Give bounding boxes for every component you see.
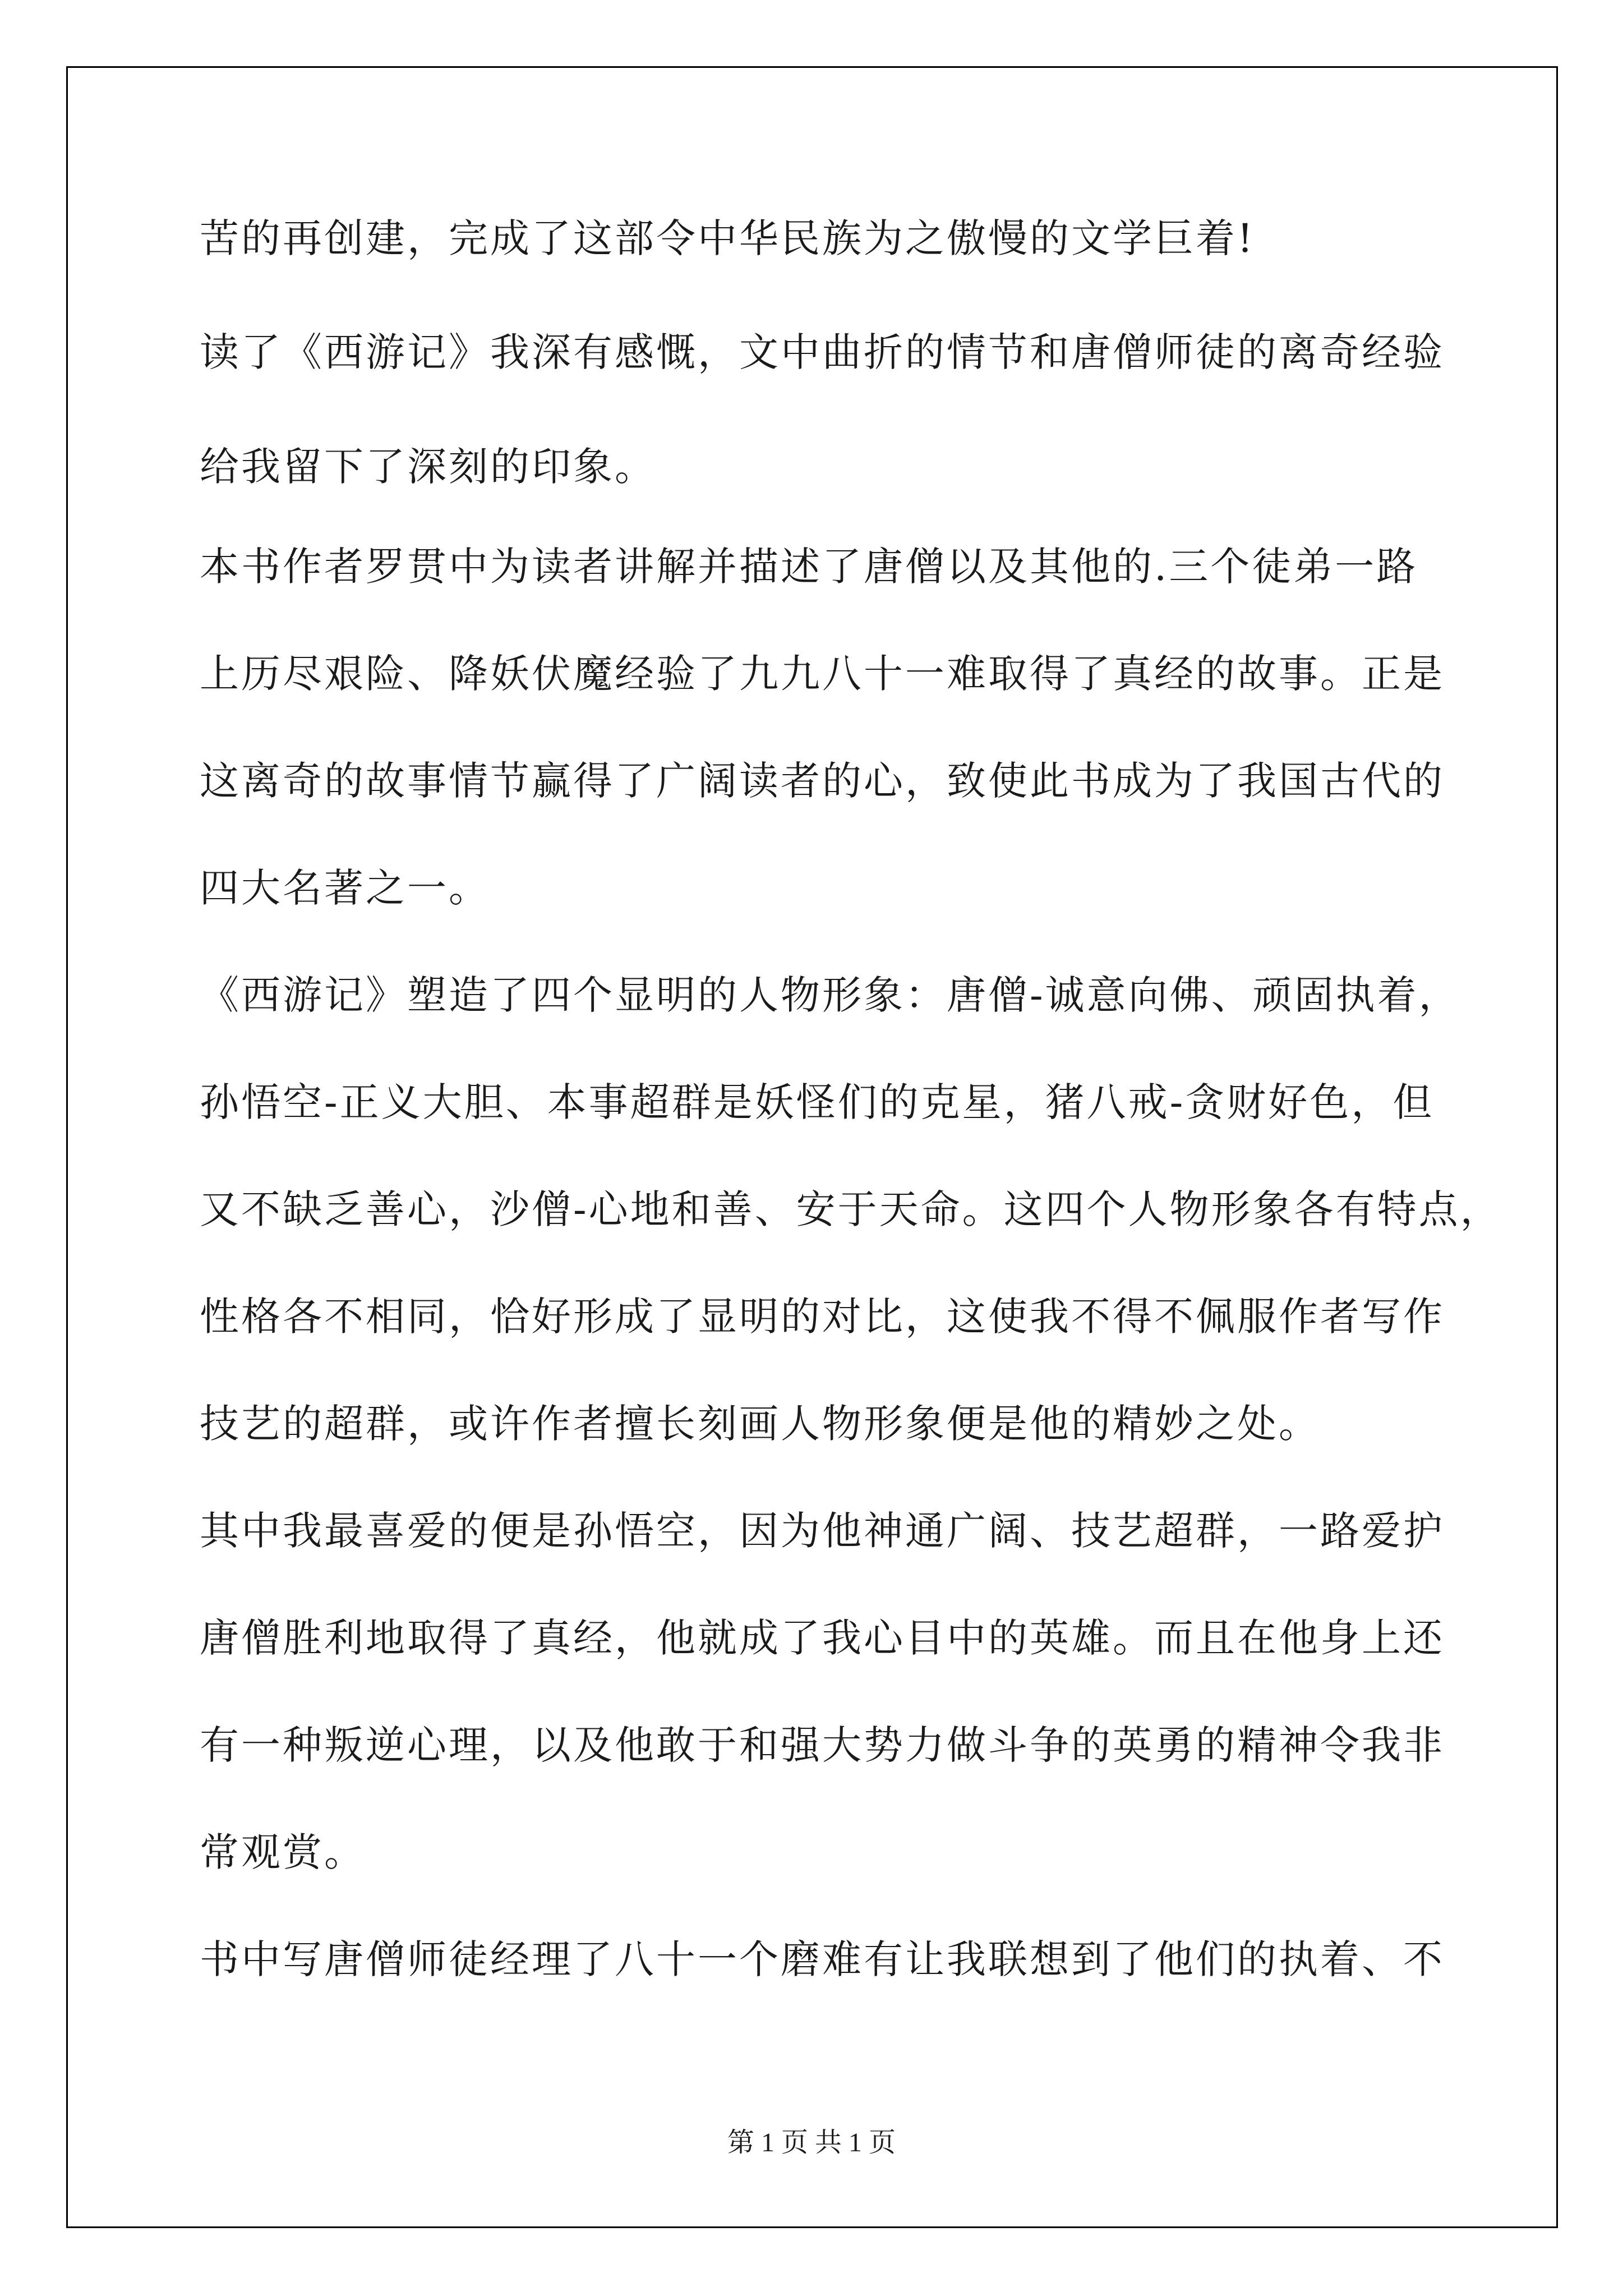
page-number-footer: 第 1 页 共 1 页	[727, 2128, 896, 2157]
text-line: 四大名著之一。	[200, 865, 490, 911]
text-line: 《西游记》塑造了四个显明的人物形象：唐僧-诚意向佛、顽固执着，	[200, 972, 1460, 1018]
page-border	[66, 66, 1558, 2228]
text-line: 书中写唐僧师徒经理了八十一个磨难有让我联想到了他们的执着、不	[200, 1936, 1445, 1982]
text-line: 又不缺乏善心，沙僧-心地和善、安于天命。这四个人物形象各有特点，	[200, 1186, 1502, 1232]
text-line: 技艺的超群，或许作者擅长刻画人物形象便是他的精妙之处。	[200, 1401, 1320, 1447]
text-line: 苦的再创建，完成了这部令中华民族为之傲慢的文学巨着!	[200, 215, 1256, 261]
text-line: 唐僧胜利地取得了真经，他就成了我心目中的英雄。而且在他身上还	[200, 1615, 1445, 1661]
text-line: 这离奇的故事情节赢得了广阔读者的心，致使此书成为了我国古代的	[200, 758, 1445, 804]
text-line: 常观赏。	[200, 1829, 366, 1875]
text-line: 性格各不相同，恰好形成了显明的对比，这使我不得不佩服作者写作	[200, 1294, 1445, 1340]
text-line: 本书作者罗贯中为读者讲解并描述了唐僧以及其他的.三个徒弟一路	[200, 544, 1418, 590]
text-line: 孙悟空-正义大胆、本事超群是妖怪们的克星，猪八戒-贪财好色，但	[200, 1079, 1435, 1125]
text-line: 上历尽艰险、降妖伏魔经验了九九八十一难取得了真经的故事。正是	[200, 651, 1445, 697]
text-line: 有一种叛逆心理，以及他敢于和强大势力做斗争的英勇的精神令我非	[200, 1722, 1445, 1768]
text-line: 给我留下了深刻的印象。	[200, 444, 656, 490]
text-line: 其中我最喜爱的便是孙悟空，因为他神通广阔、技艺超群，一路爱护	[200, 1508, 1445, 1554]
text-line: 读了《西游记》我深有感慨，文中曲折的情节和唐僧师徒的离奇经验	[200, 329, 1445, 375]
